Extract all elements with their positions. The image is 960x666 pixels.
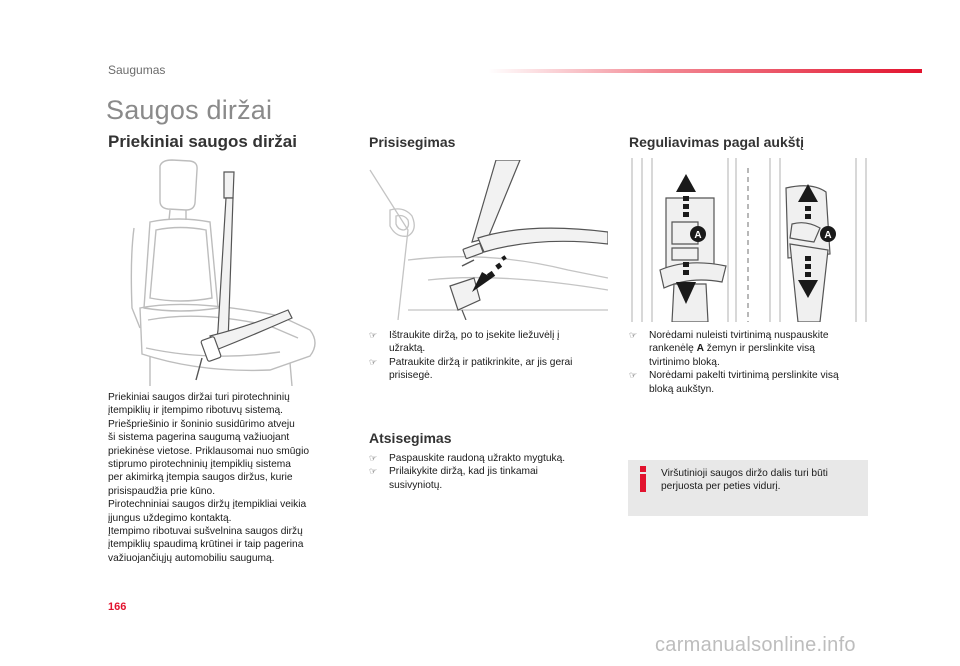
callout-a-left: A xyxy=(694,230,702,241)
height-heading: Reguliavimas pagal aukštį xyxy=(629,134,805,150)
paragraph-line: ši sistema pagerina saugumą važiuojant xyxy=(108,432,290,444)
height-adjust-illustration xyxy=(630,158,870,322)
front-belts-paragraph xyxy=(108,391,336,565)
fasten-list xyxy=(369,329,601,383)
paragraph-line: Priekiniai saugos diržai turi pirotechninių xyxy=(108,392,290,403)
list-item xyxy=(629,329,869,369)
list-item-line: bloką aukštyn. xyxy=(649,383,715,395)
paragraph-line: įjungus uždegimo kontaktą. xyxy=(108,512,232,524)
list-item-line: susivyniotų. xyxy=(389,479,443,491)
header-rule xyxy=(488,69,922,73)
pointer-icon: ☞ xyxy=(629,370,638,381)
list-item-line: Ištraukite diržą, po to įsekite liežuvėlį į xyxy=(389,330,560,341)
pointer-icon: ☞ xyxy=(369,330,378,340)
handle-label: A xyxy=(696,343,704,355)
unfasten-heading: Atsisegimas xyxy=(369,430,452,446)
info-note xyxy=(628,460,868,516)
section-label: Saugumas xyxy=(108,63,166,77)
info-note-text xyxy=(661,467,861,494)
page-number: 166 xyxy=(108,601,127,613)
list-item-text: žemyn ir perslinkite visą xyxy=(703,343,815,355)
paragraph-line: įtempiklių ir įtempimo ribotuvų sistemą. xyxy=(108,405,283,417)
paragraph-line: Priešpriešinio ir šoninio susidūrimo atveju xyxy=(108,418,295,430)
pointer-icon: ☞ xyxy=(629,330,638,340)
list-item-line: Norėdami pakelti tvirtinimą perslinkite visą xyxy=(649,370,839,382)
list-item-line: Prilaikykite diržą, kad jis tinkamai xyxy=(389,466,538,478)
pointer-icon: ☞ xyxy=(369,466,378,477)
watermark: carmanualsonline.info xyxy=(655,634,856,656)
front-belts-heading: Priekiniai saugos diržai xyxy=(108,132,297,151)
paragraph-line: važiuojančiųjų automobiliu saugumą. xyxy=(108,552,275,564)
note-line: Viršutinioji saugos diržo dalis turi būti xyxy=(661,468,828,479)
paragraph-line: prisispaudžia prie kūno. xyxy=(108,485,216,497)
list-item-line: Norėdami nuleisti tvirtinimą nuspauskite xyxy=(649,330,829,341)
list-item xyxy=(369,356,601,383)
list-item xyxy=(629,369,869,396)
fasten-heading: Prisisegimas xyxy=(369,134,456,150)
list-item-line: užraktą. xyxy=(389,343,426,355)
info-icon xyxy=(638,466,648,492)
seat-illustration xyxy=(120,158,335,388)
list-item-line: Patraukite diržą ir patikrinkite, ar jis gerai xyxy=(389,356,573,368)
pointer-icon: ☞ xyxy=(369,356,378,367)
paragraph-line: įtempiklių spaudimą krūtinei ir taip pagerina xyxy=(108,539,304,551)
list-item-line: Paspauskite raudoną užrakto mygtuką. xyxy=(389,453,566,464)
list-item xyxy=(369,465,601,492)
paragraph-line: Pirotechniniai saugos diržų įtempikliai veikia xyxy=(108,499,307,511)
list-item-line: tvirtinimo bloką. xyxy=(649,356,720,368)
page-title: Saugos diržai xyxy=(106,95,273,125)
paragraph-line: Įtempimo ribotuvai sušvelnina saugos diržų xyxy=(108,526,303,538)
paragraph-line: priekinėse vietose. Priklausomai nuo smūgio xyxy=(108,445,310,457)
paragraph-line: stiprumo pirotechninių įtempiklių sistema xyxy=(108,459,291,471)
list-item-line: prisisegė. xyxy=(389,370,433,382)
unfasten-list xyxy=(369,452,601,492)
pointer-icon: ☞ xyxy=(369,453,378,463)
height-list xyxy=(629,329,869,396)
note-line: perjuosta per peties vidurį. xyxy=(661,481,781,493)
list-item xyxy=(369,452,601,465)
buckle-illustration xyxy=(368,160,608,320)
list-item-text: rankenėlę xyxy=(649,343,697,355)
paragraph-line: per akimirką įtempia saugos diržus, kurie xyxy=(108,472,293,484)
list-item xyxy=(369,329,601,356)
callout-a-right: A xyxy=(824,230,832,241)
